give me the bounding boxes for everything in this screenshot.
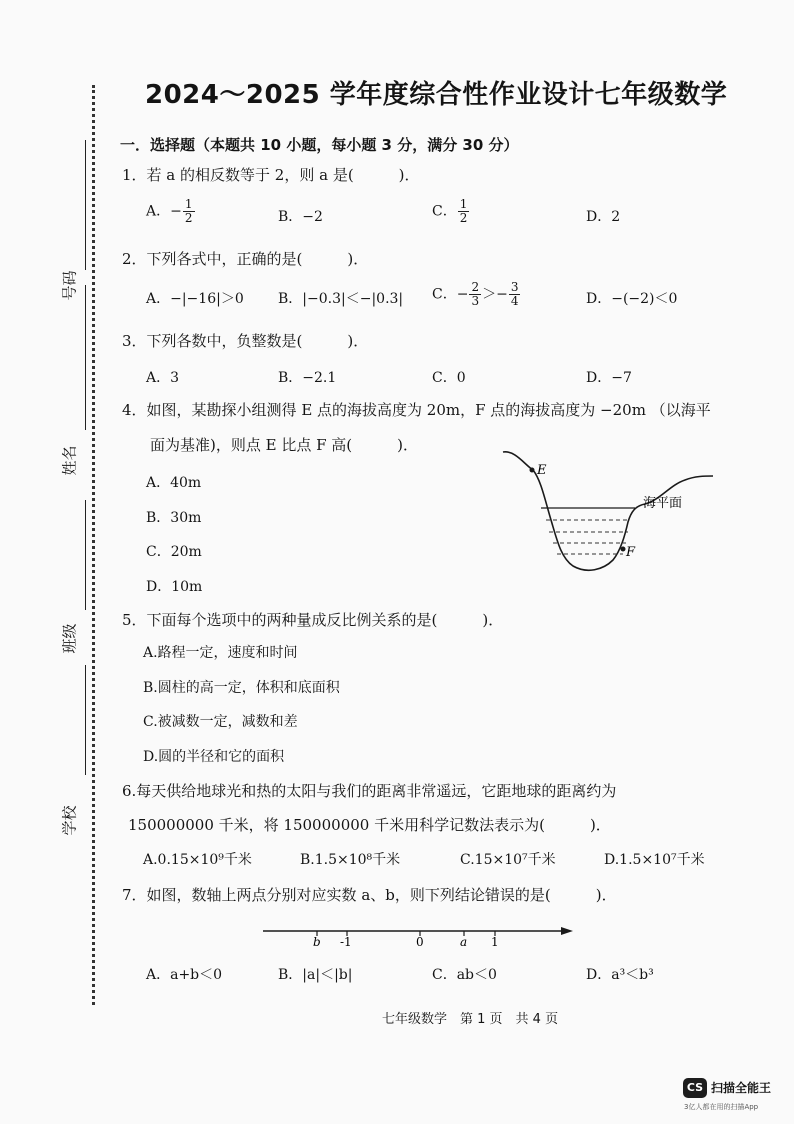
label-sea-level: 海平面: [643, 496, 683, 511]
scanner-name: 扫描全能王: [711, 1081, 772, 1095]
question-6-stem-line2: 150000000 千米，将 150000000 千米用科学记数法表示为( )．: [128, 816, 611, 834]
question-4-option-a: A．40m: [146, 475, 202, 491]
question-3-stem: 3．下列各数中，负整数是( )．: [122, 332, 369, 350]
scanner-tagline: 3亿人都在用的扫描App: [684, 1103, 759, 1111]
question-6-option-b: B.1.5×10⁸千米: [300, 852, 401, 868]
question-6-option-a: A.0.15×10⁹千米: [143, 852, 252, 868]
question-1-option-b: B．−2: [278, 209, 323, 225]
page-title: 2024～2025 学年度综合性作业设计七年级数学: [145, 80, 728, 110]
margin-line-class: [85, 500, 86, 610]
terrain-outline: [503, 452, 713, 570]
question-7-option-c: C．ab＜0: [432, 967, 497, 983]
number-line-figure: [255, 918, 585, 954]
margin-label-school: 学校: [60, 805, 79, 836]
question-1-option-d: D．2: [586, 209, 621, 225]
margin-label-number: 号码: [60, 270, 79, 301]
question-5-option-d: D.圆的半径和它的面积: [143, 749, 285, 765]
question-7-option-b: B．|a|＜|b|: [278, 967, 353, 983]
margin-line-name: [85, 285, 86, 430]
margin-label-class: 班级: [60, 623, 79, 654]
question-5-option-b: B.圆柱的高一定，体积和底面积: [143, 680, 340, 696]
label-e: E: [537, 463, 547, 478]
question-2-stem: 2．下列各式中，正确的是( )．: [122, 250, 369, 268]
binding-dotted-line: [92, 85, 95, 1005]
tick-label-a: a: [460, 935, 468, 949]
question-4-option-c: C．20m: [146, 544, 202, 560]
question-4-option-b: B．30m: [146, 510, 202, 526]
question-4-stem-line2: 面为基准)，则点 E 比点 F 高( )．: [150, 436, 418, 454]
tick-label-1: 1: [491, 935, 499, 949]
question-4-stem-line1: 4．如图，某勘探小组测得 E 点的海拔高度为 20m，F 点的海拔高度为 −20m （以海平: [122, 401, 711, 419]
question-5-option-c: C.被减数一定，减数和差: [143, 714, 298, 730]
question-7-stem: 7．如图，数轴上两点分别对应实数 a、b，则下列结论错误的是( )．: [122, 886, 617, 904]
question-6-option-d: D.1.5×10⁷千米: [604, 852, 705, 868]
scanner-logo: CS: [683, 1078, 707, 1098]
question-5-stem: 5．下面每个选项中的两种量成反比例关系的是( )．: [122, 611, 504, 629]
margin-label-name: 姓名: [60, 445, 79, 476]
question-5-option-a: A.路程一定，速度和时间: [143, 645, 298, 661]
question-1-option-c: C． $\frac{1}{2}$: [432, 197, 468, 225]
question-6-option-c: C.15×10⁷千米: [460, 852, 556, 868]
tick-label-minus-1: -1: [340, 935, 352, 949]
tick-label-b: b: [313, 935, 321, 949]
question-7-option-d: D．a³＜b³: [586, 967, 654, 983]
margin-line-school: [85, 665, 86, 775]
question-2-option-a: A．−|−16|＞0: [146, 291, 244, 307]
question-3-option-b: B．−2.1: [278, 370, 337, 386]
question-4-option-d: D．10m: [146, 579, 203, 595]
question-2-option-c: C．− $\frac{2}{3}$ ＞− $\frac{3}{4}$: [432, 280, 519, 308]
section-header: 一．选择题（本题共 10 小题，每小题 3 分，满分 30 分）: [120, 136, 519, 154]
label-f: F: [626, 545, 636, 560]
question-4-figure: [495, 440, 725, 590]
question-2-option-d: D．−(−2)＜0: [586, 291, 678, 307]
question-3-option-a: A．3: [146, 370, 180, 386]
page-footer: 七年级数学 第 1 页 共 4 页: [382, 1012, 559, 1027]
number-line-arrow: [561, 927, 573, 935]
question-2-option-b: B．|−0.3|＜−|0.3|: [278, 291, 404, 307]
margin-line-number: [85, 140, 86, 270]
question-3-option-c: C．0: [432, 370, 466, 386]
question-1-stem: 1．若 a 的相反数等于 2，则 a 是( )．: [122, 166, 420, 184]
question-6-stem-line1: 6.每天供给地球光和热的太阳与我们的距离非常遥远，它距地球的距离约为: [122, 782, 617, 800]
question-7-option-a: A．a+b＜0: [146, 967, 223, 983]
question-3-option-d: D．−7: [586, 370, 632, 386]
point-e: [530, 468, 535, 473]
point-f: [621, 547, 626, 552]
tick-label-0: 0: [416, 935, 424, 949]
question-1-option-a: A．− $\frac{1}{2}$: [146, 197, 193, 225]
